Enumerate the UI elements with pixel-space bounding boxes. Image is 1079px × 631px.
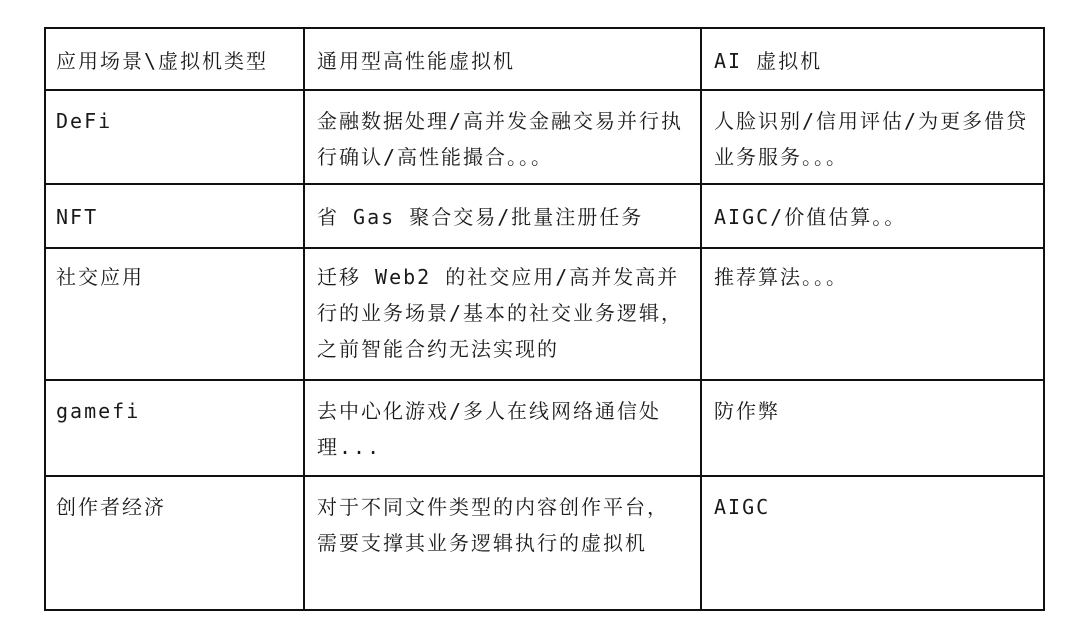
- table-row: [45, 476, 1044, 610]
- ai-vm-text: 推荐算法。。。: [714, 265, 848, 289]
- header-cell-ai-vm: [701, 28, 1044, 90]
- header-general-vm-text: 通用型高性能虚拟机: [317, 49, 515, 73]
- scene-cell: [45, 380, 304, 476]
- header-cell-general-vm: [304, 28, 701, 90]
- scene-text: 社交应用: [56, 265, 144, 289]
- table-header-row: [45, 28, 1044, 90]
- scene-text: gamefi: [56, 399, 141, 423]
- scene-cell: [45, 90, 304, 184]
- ai-vm-cell: [701, 184, 1044, 248]
- table-row: [45, 380, 1044, 476]
- header-cell-scene: [45, 28, 304, 90]
- table-row: [45, 90, 1044, 184]
- general-vm-cell: [304, 184, 701, 248]
- general-vm-text: 对于不同文件类型的内容创作平台，需要支撑其业务逻辑执行的虚拟机: [317, 495, 669, 555]
- scene-cell: [45, 184, 304, 248]
- scene-cell: [45, 248, 304, 380]
- general-vm-cell: [304, 90, 701, 184]
- header-scene-text: 应用场景\虚拟机类型: [56, 49, 269, 73]
- general-vm-text: 金融数据处理/高并发金融交易并行执行确认/高性能撮合。。。: [317, 109, 684, 169]
- ai-vm-text: 人脸识别/信用评估/为更多借贷业务服务。。。: [714, 109, 1029, 169]
- general-vm-text: 省 Gas 聚合交易/批量注册任务: [317, 205, 644, 229]
- ai-vm-text: AIGC: [714, 495, 771, 519]
- scene-text: 创作者经济: [56, 495, 166, 519]
- general-vm-cell: [304, 380, 701, 476]
- ai-vm-cell: [701, 90, 1044, 184]
- header-ai-vm-text: AI 虚拟机: [714, 49, 823, 73]
- ai-vm-text: AIGC/价值估算。。: [714, 205, 907, 229]
- general-vm-cell: [304, 248, 701, 380]
- general-vm-text: 去中心化游戏/多人在线网络通信处理...: [317, 399, 662, 459]
- ai-vm-cell: [701, 380, 1044, 476]
- ai-vm-cell: [701, 248, 1044, 380]
- general-vm-cell: [304, 476, 701, 610]
- scene-text: NFT: [56, 205, 99, 229]
- ai-vm-cell: [701, 476, 1044, 610]
- ai-vm-text: 防作弊: [714, 399, 780, 423]
- scene-text: DeFi: [56, 109, 113, 133]
- table-row: [45, 184, 1044, 248]
- table-row: [45, 248, 1044, 380]
- general-vm-text: 迁移 Web2 的社交应用/高并发高并行的业务场景/基本的社交业务逻辑，之前智能合约无法实现的: [317, 265, 684, 361]
- scene-cell: [45, 476, 304, 610]
- comparison-table: [44, 27, 1045, 611]
